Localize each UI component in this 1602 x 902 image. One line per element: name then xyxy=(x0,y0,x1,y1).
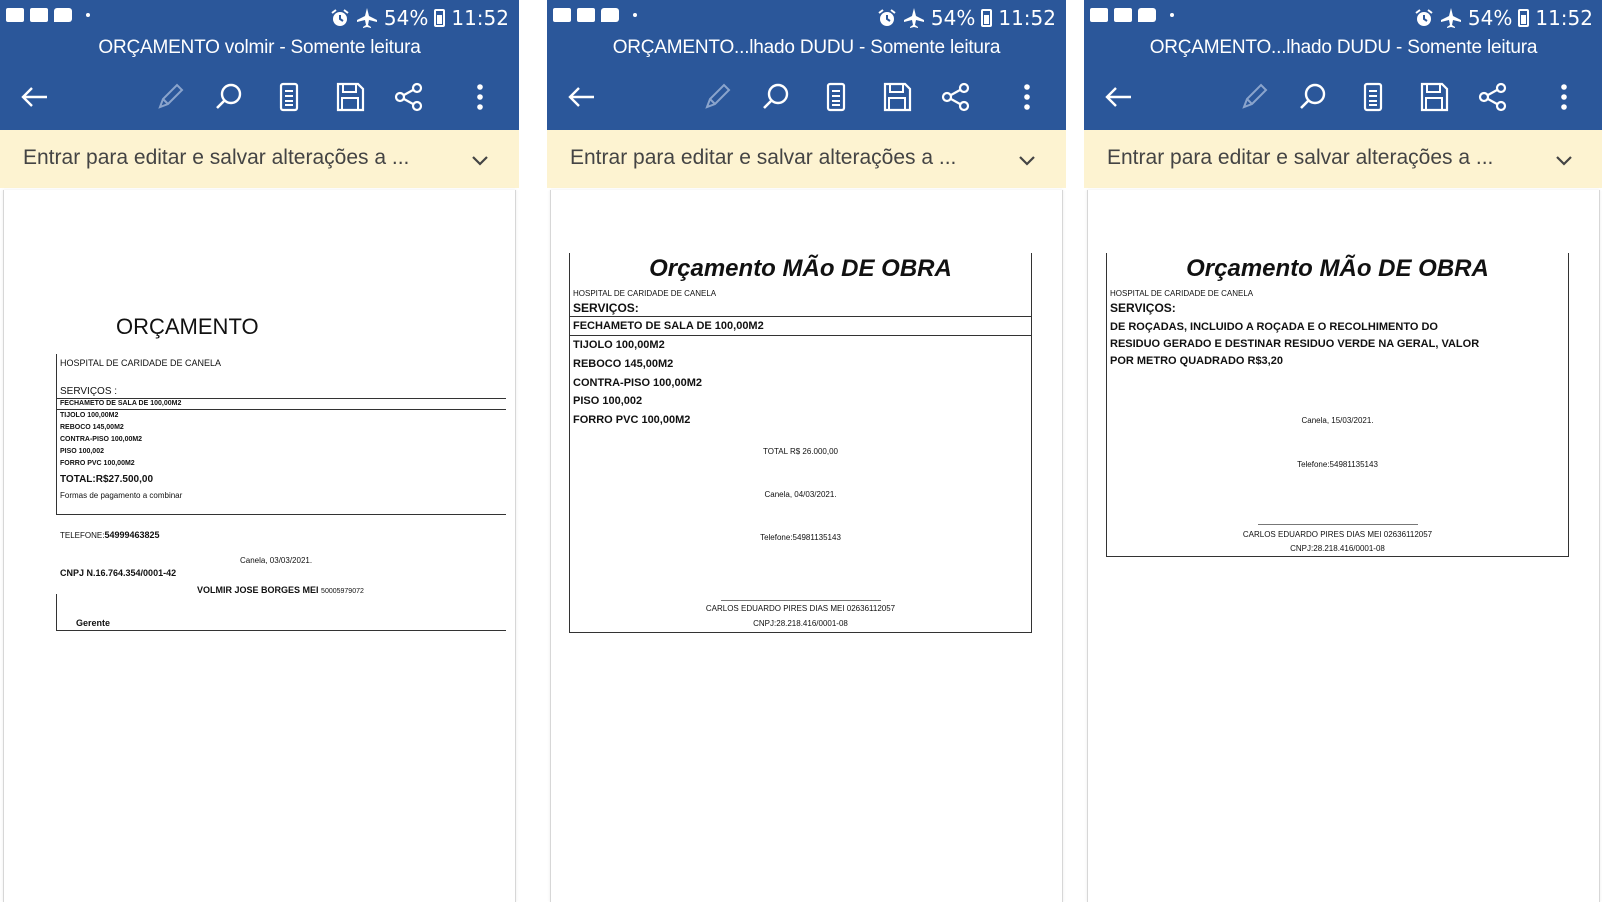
doc-date: Canela, 03/03/2021. xyxy=(240,556,313,565)
search-icon xyxy=(1296,80,1330,114)
edit-button[interactable] xyxy=(1237,80,1271,114)
message-icon xyxy=(54,8,72,22)
battery-icon xyxy=(981,9,992,27)
reading-view-button[interactable] xyxy=(819,80,853,114)
save-button[interactable] xyxy=(880,80,914,114)
search-button[interactable] xyxy=(1296,80,1330,114)
doc-item: PISO 100,002 xyxy=(60,448,104,455)
doc-description-line: DE ROÇADAS, INCLUIDO A ROÇADA E O RECOLHIMENTO DO xyxy=(1110,321,1438,333)
reading-view-icon xyxy=(272,80,306,114)
doc-phone: Telefone:54981135143 xyxy=(760,533,841,542)
alarm-icon xyxy=(1414,8,1434,28)
save-icon xyxy=(333,80,367,114)
save-icon xyxy=(1417,80,1451,114)
chevron-down-icon[interactable] xyxy=(1553,149,1575,171)
airplane-icon xyxy=(356,7,378,29)
doc-signer: CARLOS EDUARDO PIRES DIAS MEI 02636112057 xyxy=(705,604,896,613)
phone-panel-3 xyxy=(1084,0,1602,902)
pencil-icon xyxy=(700,80,734,114)
app-header xyxy=(547,0,1066,130)
edit-button[interactable] xyxy=(153,80,187,114)
doc-cnpj: CNPJ:28.218.416/0001-08 xyxy=(753,619,848,628)
phone-panel-2 xyxy=(547,0,1066,902)
document-page xyxy=(1087,190,1600,902)
doc-heading: ORÇAMENTO xyxy=(116,314,259,339)
doc-client: HOSPITAL DE CARIDADE DE CANELA xyxy=(573,289,717,298)
battery-icon xyxy=(434,9,445,27)
doc-item: REBOCO 145,00M2 xyxy=(60,424,124,431)
doc-date: Canela, 04/03/2021. xyxy=(764,490,837,499)
more-vert-icon xyxy=(463,80,497,114)
edit-banner-text: Entrar para editar e salvar alterações a ... xyxy=(23,146,410,169)
app-header xyxy=(1084,0,1602,130)
doc-services-label: SERVIÇOS : xyxy=(60,386,118,397)
doc-phone: Telefone:54981135143 xyxy=(1297,460,1378,469)
document-title: ORÇAMENTO...lhado DUDU - Somente leitura xyxy=(612,37,1001,58)
save-icon xyxy=(880,80,914,114)
message-icon xyxy=(601,8,619,22)
back-button[interactable] xyxy=(17,80,51,114)
doc-services-label: SERVIÇOS: xyxy=(1110,301,1176,315)
back-arrow-icon xyxy=(17,80,51,114)
edit-banner[interactable] xyxy=(547,130,1066,188)
more-vert-icon xyxy=(1547,80,1581,114)
doc-item: FECHAMETO DE SALA DE 100,00M2 xyxy=(573,320,764,332)
airplane-icon xyxy=(1440,7,1462,29)
notification-dot-icon xyxy=(1170,13,1174,17)
image-icon xyxy=(553,8,571,22)
doc-services-label: SERVIÇOS: xyxy=(573,301,639,315)
save-button[interactable] xyxy=(333,80,367,114)
doc-client: HOSPITAL DE CARIDADE DE CANELA xyxy=(1110,289,1254,298)
document-page xyxy=(3,190,516,902)
image-icon xyxy=(6,8,24,22)
back-button[interactable] xyxy=(564,80,598,114)
more-options-button[interactable] xyxy=(463,80,497,114)
doc-item: REBOCO 145,00M2 xyxy=(573,358,674,370)
image-icon xyxy=(1090,8,1108,22)
share-icon xyxy=(1476,80,1510,114)
more-options-button[interactable] xyxy=(1547,80,1581,114)
search-button[interactable] xyxy=(212,80,246,114)
doc-description-line: POR METRO QUADRADO R$3,20 xyxy=(1110,355,1283,367)
battery-icon xyxy=(1518,9,1529,27)
share-button[interactable] xyxy=(1476,80,1510,114)
doc-description-line: RESIDUO GERADO E DESTINAR RESIDUO VERDE NA GERAL, VALOR xyxy=(1110,338,1480,350)
reading-view-icon xyxy=(819,80,853,114)
document-title: ORÇAMENTO volmir - Somente leitura xyxy=(98,37,421,58)
doc-heading: Orçamento MÃo DE OBRA xyxy=(1186,255,1489,282)
clock: 11:52 xyxy=(998,6,1056,30)
reading-view-icon xyxy=(1356,80,1390,114)
save-button[interactable] xyxy=(1417,80,1451,114)
edit-button[interactable] xyxy=(700,80,734,114)
clock: 11:52 xyxy=(1535,6,1593,30)
edit-banner-text: Entrar para editar e salvar alterações a ... xyxy=(1107,146,1494,169)
doc-phone: TELEFONE:54999463825 xyxy=(60,530,160,540)
edit-banner[interactable] xyxy=(0,130,519,188)
airplane-icon xyxy=(903,7,925,29)
doc-date: Canela, 15/03/2021. xyxy=(1301,416,1374,425)
search-icon xyxy=(759,80,793,114)
share-icon xyxy=(939,80,973,114)
doc-total: TOTAL:R$27.500,00 xyxy=(60,474,154,485)
document-title: ORÇAMENTO...lhado DUDU - Somente leitura xyxy=(1149,37,1538,58)
edit-banner[interactable] xyxy=(1084,130,1602,188)
pencil-icon xyxy=(1237,80,1271,114)
phone-panel-1 xyxy=(0,0,519,902)
status-bar xyxy=(1084,0,1602,34)
status-bar xyxy=(547,0,1066,34)
doc-item: CONTRA-PISO 100,00M2 xyxy=(573,377,702,389)
doc-heading: Orçamento MÃo DE OBRA xyxy=(649,255,952,282)
doc-payment-terms: Formas de pagamento a combinar xyxy=(60,491,183,500)
pencil-icon xyxy=(153,80,187,114)
gallery-icon xyxy=(1114,8,1132,22)
toolbar xyxy=(547,74,1066,120)
battery-percent: 54% xyxy=(1467,6,1513,30)
gallery-icon xyxy=(577,8,595,22)
doc-item: CONTRA-PISO 100,00M2 xyxy=(60,436,143,443)
chevron-down-icon[interactable] xyxy=(1016,149,1038,171)
chevron-down-icon[interactable] xyxy=(469,149,491,171)
document-page xyxy=(550,190,1063,902)
doc-cnpj: CNPJ:28.218.416/0001-08 xyxy=(1290,544,1385,553)
doc-role: Gerente xyxy=(76,618,111,628)
doc-item: TIJOLO 100,00M2 xyxy=(60,412,119,419)
more-vert-icon xyxy=(1010,80,1044,114)
toolbar xyxy=(0,74,519,120)
toolbar xyxy=(1084,74,1602,120)
doc-item: FORRO PVC 100,00M2 xyxy=(573,414,691,426)
doc-client: HOSPITAL DE CARIDADE DE CANELA xyxy=(60,358,222,368)
more-options-button[interactable] xyxy=(1010,80,1044,114)
doc-signer: VOLMIR JOSE BORGES MEI 50005979072 xyxy=(197,585,364,595)
notification-dot-icon xyxy=(86,13,90,17)
search-icon xyxy=(212,80,246,114)
alarm-icon xyxy=(877,8,897,28)
app-header xyxy=(0,0,519,130)
reading-view-button[interactable] xyxy=(272,80,306,114)
reading-view-button[interactable] xyxy=(1356,80,1390,114)
share-button[interactable] xyxy=(939,80,973,114)
share-icon xyxy=(392,80,426,114)
battery-percent: 54% xyxy=(930,6,976,30)
doc-item: TIJOLO 100,00M2 xyxy=(573,339,665,351)
notification-dot-icon xyxy=(633,13,637,17)
status-bar xyxy=(0,0,519,34)
doc-signer: CARLOS EDUARDO PIRES DIAS MEI 02636112057 xyxy=(1242,530,1433,539)
doc-cnpj: CNPJ N.16.764.354/0001-42 xyxy=(60,568,177,578)
message-icon xyxy=(1138,8,1156,22)
search-button[interactable] xyxy=(759,80,793,114)
doc-item: FORRO PVC 100,00M2 xyxy=(60,460,135,467)
back-arrow-icon xyxy=(1101,80,1135,114)
share-button[interactable] xyxy=(392,80,426,114)
doc-item: FECHAMETO DE SALA DE 100,00M2 xyxy=(60,400,182,407)
clock: 11:52 xyxy=(451,6,509,30)
alarm-icon xyxy=(330,8,350,28)
edit-banner-text: Entrar para editar e salvar alterações a ... xyxy=(570,146,957,169)
doc-total: TOTAL R$ 26.000,00 xyxy=(762,447,838,456)
doc-item: PISO 100,002 xyxy=(573,395,643,407)
back-button[interactable] xyxy=(1101,80,1135,114)
back-arrow-icon xyxy=(564,80,598,114)
battery-percent: 54% xyxy=(383,6,429,30)
gallery-icon xyxy=(30,8,48,22)
